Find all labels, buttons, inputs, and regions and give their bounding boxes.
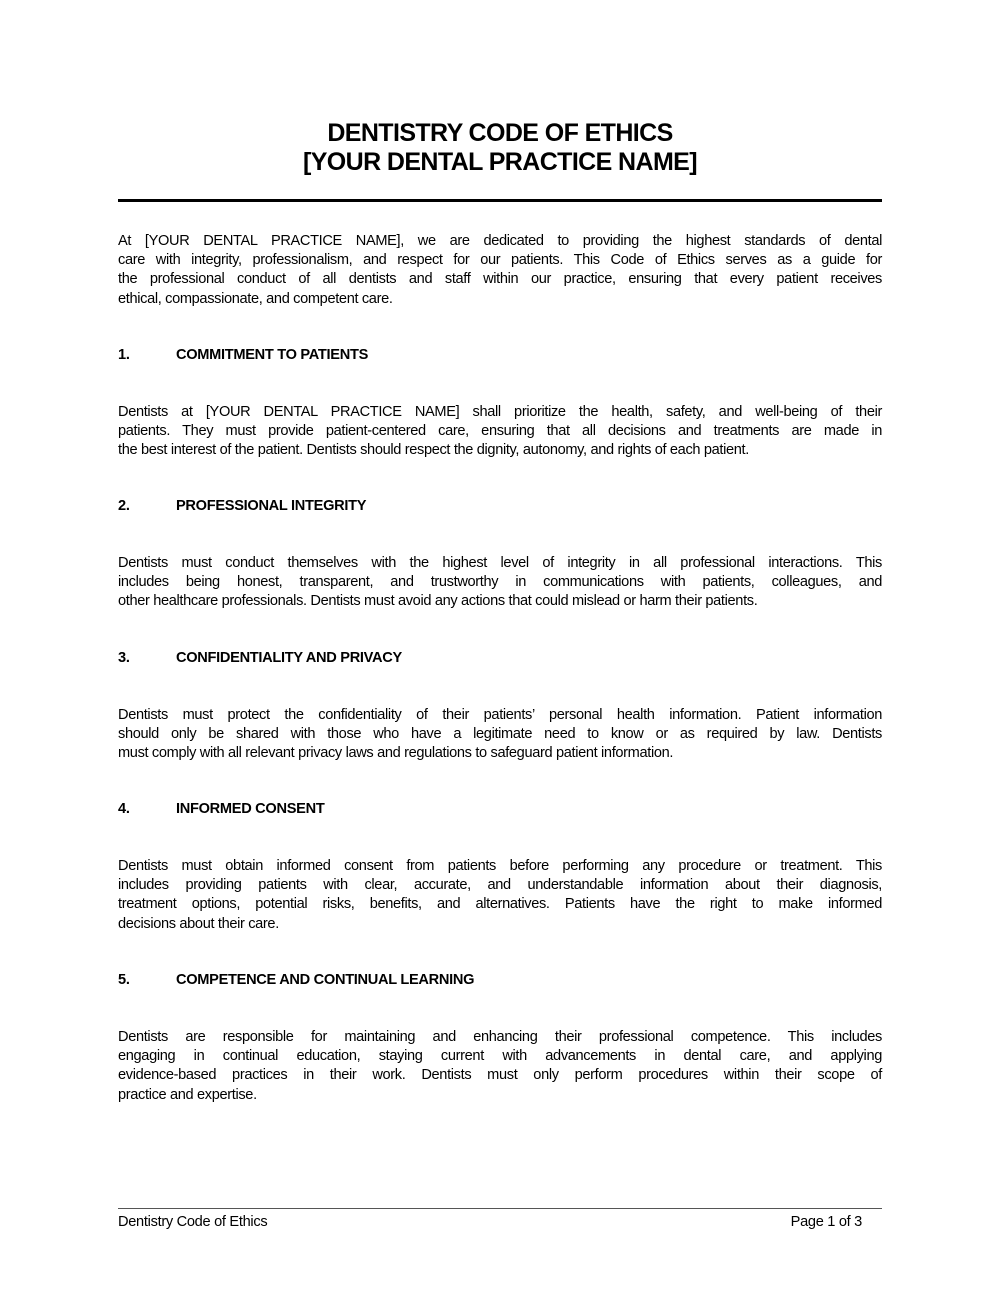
section-paragraph-4 xyxy=(118,857,882,934)
text-line: includes being honest, transparent, and trustworthy in communications with patients, colleagues, and xyxy=(118,574,882,591)
section-title: PROFESSIONAL INTEGRITY xyxy=(176,498,367,514)
section-number: 4. xyxy=(118,801,130,817)
text-line: practice and expertise. xyxy=(118,1086,257,1103)
text-line: care with integrity, professionalism, and respect for our patients. This Code of Ethics serves as a guide for xyxy=(118,252,882,269)
section-paragraph-5 xyxy=(118,1028,882,1105)
text-line: patients. They must provide patient-centered care, ensuring that all decisions and treatments are made in xyxy=(118,423,882,440)
section-number: 5. xyxy=(118,972,130,988)
section-title: INFORMED CONSENT xyxy=(176,801,325,817)
section-paragraph-3 xyxy=(118,706,882,764)
section-title: CONFIDENTIALITY AND PRIVACY xyxy=(176,650,402,666)
text-line: Dentists must obtain informed consent from patients before performing any procedure or treatment. This xyxy=(118,858,882,874)
section-paragraph-2 xyxy=(118,554,882,612)
section-title: COMMITMENT TO PATIENTS xyxy=(176,347,369,363)
footer-divider xyxy=(118,1208,882,1209)
text-line: Dentists at [YOUR DENTAL PRACTICE NAME] shall prioritize the health, safety, and well-being of their xyxy=(118,404,882,420)
text-line: should only be shared with those who have a legitimate need to know or as required by law. Dentists xyxy=(118,726,882,743)
text-line: evidence-based practices in their work. Dentists must only perform procedures within their scope of xyxy=(118,1067,882,1084)
title-divider xyxy=(118,199,882,202)
text-line: Dentists must protect the confidentiality of their patients’ personal health information. Patient information xyxy=(118,707,882,723)
section-number: 3. xyxy=(118,650,130,666)
text-line: engaging in continual education, staying current with advancements in dental care, and applying xyxy=(118,1048,882,1065)
text-line: decisions about their care. xyxy=(118,915,279,932)
footer-document-name: Dentistry Code of Ethics xyxy=(118,1214,268,1230)
text-line: other healthcare professionals. Dentists must avoid any actions that could mislead or harm their patients. xyxy=(118,593,758,610)
text-line: includes providing patients with clear, accurate, and understandable information about their diagnosis, xyxy=(118,877,882,894)
text-line: At [YOUR DENTAL PRACTICE NAME], we are dedicated to providing the highest standards of dental xyxy=(118,233,882,249)
text-line: the professional conduct of all dentists and staff within our practice, ensuring that every patient receives xyxy=(118,271,882,288)
text-line: Dentists must conduct themselves with the highest level of integrity in all professional interactions. This xyxy=(118,555,882,571)
section-number: 2. xyxy=(118,498,130,514)
document-subtitle: [YOUR DENTAL PRACTICE NAME] xyxy=(303,148,697,176)
document-title: DENTISTRY CODE OF ETHICS xyxy=(327,119,673,147)
intro-paragraph xyxy=(118,232,882,309)
text-line: the best interest of the patient. Dentists should respect the dignity, autonomy, and rights of each patient. xyxy=(118,442,749,459)
section-number: 1. xyxy=(118,347,130,363)
text-line: Dentists are responsible for maintaining and enhancing their professional competence. This includes xyxy=(118,1029,882,1045)
text-line: ethical, compassionate, and competent care. xyxy=(118,290,393,307)
text-line: treatment options, potential risks, benefits, and alternatives. Patients have the right to make informed xyxy=(118,896,882,913)
section-title: COMPETENCE AND CONTINUAL LEARNING xyxy=(176,972,475,988)
footer-page-number: Page 1 of 3 xyxy=(790,1214,862,1230)
section-paragraph-1 xyxy=(118,403,882,461)
text-line: must comply with all relevant privacy laws and regulations to safeguard patient information. xyxy=(118,745,674,762)
